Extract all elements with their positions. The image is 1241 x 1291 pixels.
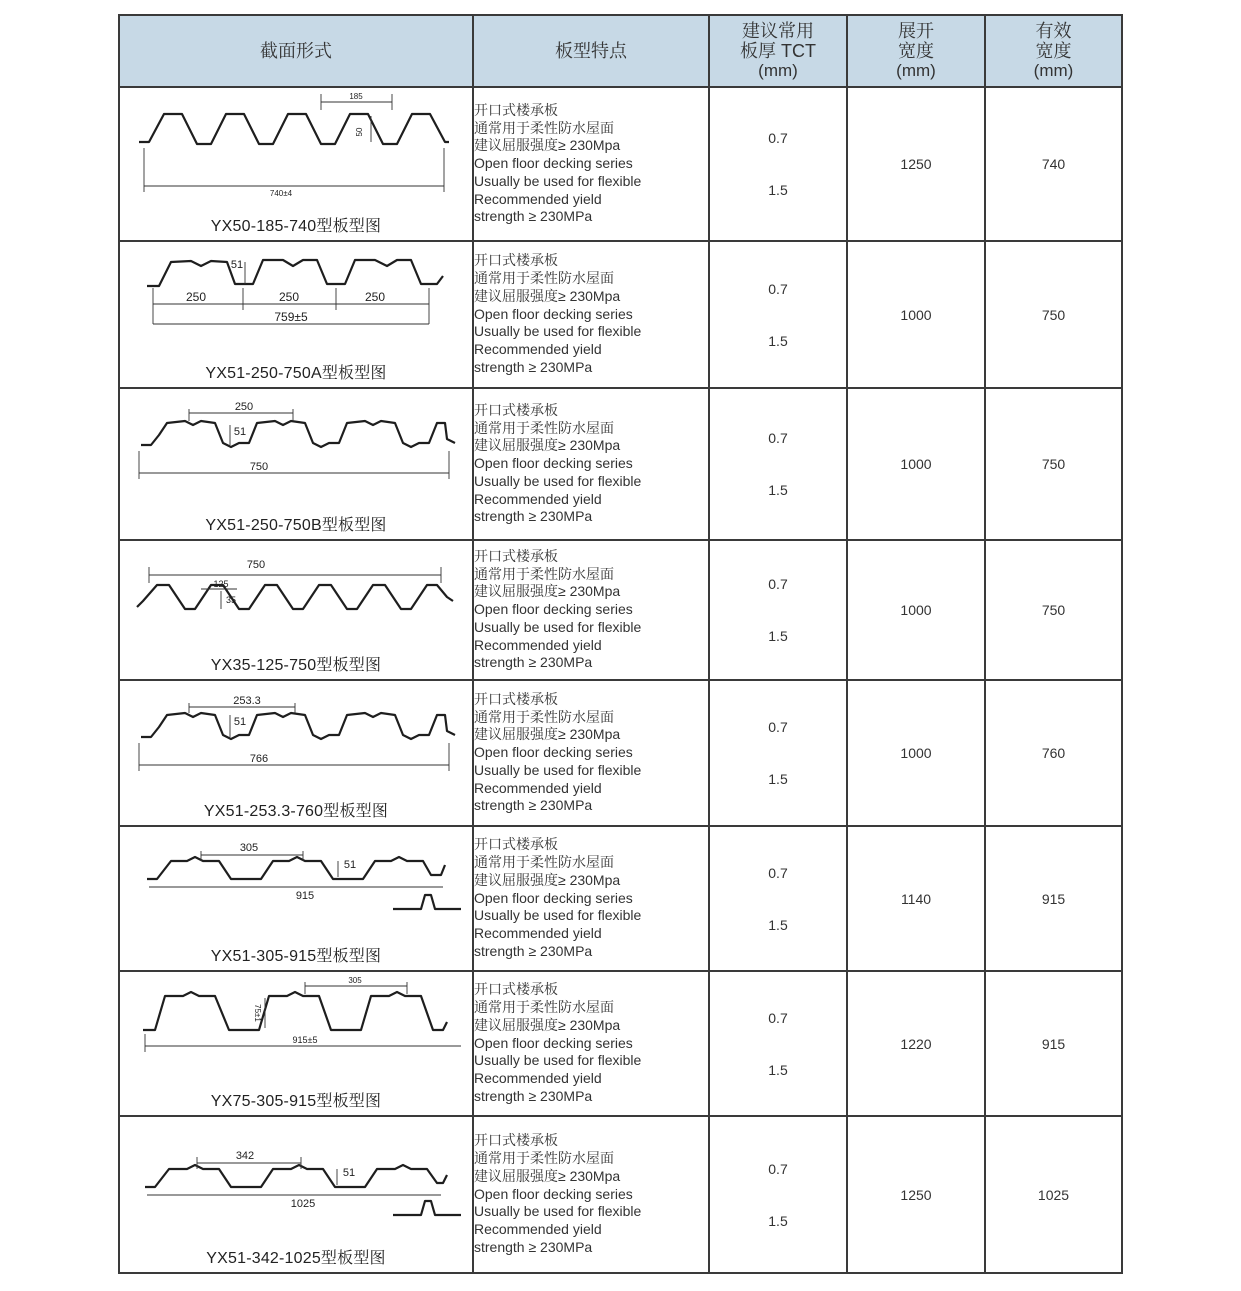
- feature-line: strength ≥ 230MPa: [474, 1238, 593, 1255]
- floor-decking-spec-table: [118, 14, 1123, 1274]
- feature-line: Open floor decking series: [474, 1034, 633, 1051]
- dimension-label: 740±4: [269, 189, 293, 198]
- thickness-value: 1.5: [768, 1212, 788, 1229]
- feature-line: 通常用于柔性防水屋面: [474, 119, 614, 136]
- header-thickness-line: 建议常用: [742, 21, 814, 41]
- profile-outline: [147, 260, 443, 286]
- feature-line: 建议屈服强度≥ 230Mpa: [474, 583, 621, 600]
- dimension-label: 35: [225, 595, 237, 605]
- thickness-value: 0.7: [768, 1160, 788, 1177]
- thickness-cell: [709, 87, 847, 241]
- unfolded-width-cell: 1000: [847, 241, 985, 388]
- feature-line: 通常用于柔性防水屋面: [474, 1150, 614, 1166]
- profile-diagram: [131, 976, 461, 1082]
- feature-line: strength ≥ 230MPa: [474, 797, 593, 814]
- feature-line: Usually be used for flexible: [474, 618, 642, 635]
- dimension-label: 766: [249, 753, 269, 765]
- feature-line: Open floor decking series: [474, 601, 633, 618]
- dimension-label: 250: [234, 401, 254, 413]
- feature-line: Recommended yield: [474, 190, 602, 207]
- table-row: [119, 680, 1122, 826]
- effective-width-cell: 915: [985, 826, 1122, 971]
- effective-width-cell: 750: [985, 540, 1122, 680]
- profile-cell: [119, 826, 473, 971]
- table-row: [119, 1116, 1122, 1273]
- thickness-value: 0.7: [768, 576, 788, 592]
- profile-outline: [139, 114, 449, 144]
- dimension-label: 51: [343, 859, 357, 871]
- header-unfolded-line: 宽度: [898, 41, 934, 61]
- feature-line: Open floor decking series: [474, 1185, 633, 1202]
- unfolded-width-cell: 1250: [847, 1116, 985, 1273]
- feature-line: 通常用于柔性防水屋面: [474, 854, 614, 870]
- effective-width-cell: 750: [985, 388, 1122, 540]
- dimension-label: 125: [213, 579, 229, 589]
- dimension-label: 51: [233, 716, 247, 728]
- thickness-value: 0.7: [768, 130, 788, 146]
- thickness-value: 1.5: [768, 916, 788, 933]
- features-cell: [473, 971, 709, 1116]
- dimension-label: 759±5: [274, 310, 308, 324]
- features-cell: [473, 680, 709, 826]
- thickness-gap: [710, 446, 846, 482]
- header-effective-unit: (mm): [1033, 61, 1074, 80]
- profile-caption: YX51-250-750B型板型图: [205, 517, 387, 534]
- header-row: [119, 15, 1122, 87]
- features-cell: [473, 540, 709, 680]
- dimension-label: 75±1: [253, 1004, 262, 1022]
- rib-detail-outline: [393, 1201, 461, 1215]
- header-unfolded-line: 展开: [898, 21, 934, 41]
- thickness-value: 1.5: [768, 332, 788, 349]
- table-row: [119, 540, 1122, 680]
- unfolded-width-cell: 1000: [847, 540, 985, 680]
- dimension-label: 342: [235, 1150, 255, 1162]
- features-cell: [473, 1116, 709, 1273]
- thickness-value: 1.5: [768, 182, 788, 198]
- feature-line: Recommended yield: [474, 1221, 602, 1238]
- feature-line: Open floor decking series: [474, 744, 633, 761]
- profile-caption: YX35-125-750型板型图: [210, 657, 382, 674]
- features-cell: [473, 241, 709, 388]
- feature-line: Open floor decking series: [474, 155, 633, 172]
- thickness-value: 0.7: [768, 430, 788, 446]
- features-cell: [473, 87, 709, 241]
- dimension-label: 915: [295, 890, 315, 902]
- header-effective-line: 有效: [1035, 21, 1072, 41]
- feature-line: Usually be used for flexible: [474, 1203, 642, 1220]
- profile-diagram: [131, 831, 461, 937]
- thickness-gap: [710, 881, 846, 917]
- feature-line: 开口式楼承板: [474, 981, 558, 998]
- feature-line: strength ≥ 230MPa: [474, 654, 593, 671]
- dimension-label: 305: [348, 976, 362, 985]
- features-cell: [473, 826, 709, 971]
- feature-line: 建议屈服强度≥ 230Mpa: [474, 137, 621, 154]
- dimension-label: 51: [230, 259, 244, 271]
- feature-line: Usually be used for flexible: [474, 907, 642, 924]
- thickness-value: 0.7: [768, 719, 788, 735]
- feature-line: Usually be used for flexible: [474, 1052, 642, 1069]
- thickness-value: 1.5: [768, 628, 788, 644]
- profile-cell: [119, 680, 473, 826]
- feature-line: 通常用于柔性防水屋面: [474, 270, 614, 286]
- header-effective-width: [985, 15, 1122, 87]
- feature-line: 建议屈服强度≥ 230Mpa: [474, 871, 621, 888]
- profile-caption: YX51-305-915型板型图: [210, 948, 382, 965]
- dimension-label: 51: [342, 1167, 356, 1179]
- dimension-label: 250: [185, 290, 207, 304]
- thickness-gap: [710, 1026, 846, 1062]
- feature-line: 开口式楼承板: [474, 252, 558, 269]
- profile-diagram: [131, 393, 461, 505]
- rib-detail-outline: [393, 895, 461, 909]
- header-unfolded-width: [847, 15, 985, 87]
- unfolded-width-cell: 1250: [847, 87, 985, 241]
- dimension-label: 51: [233, 426, 247, 438]
- header-thickness-unit: (mm): [758, 61, 798, 80]
- feature-line: 通常用于柔性防水屋面: [474, 565, 614, 582]
- thickness-gap: [710, 1177, 846, 1213]
- header-thickness-line: 板厚 TCT: [740, 41, 816, 61]
- table-row: [119, 241, 1122, 388]
- profile-caption: YX51-250-750A型板型图: [205, 365, 387, 382]
- thickness-value: 0.7: [768, 280, 788, 297]
- feature-line: 通常用于柔性防水屋面: [474, 708, 614, 725]
- feature-line: 开口式楼承板: [474, 547, 558, 564]
- profile-diagram: [131, 1121, 461, 1231]
- dimension-label: 250: [278, 290, 300, 304]
- profile-diagram: [131, 92, 461, 210]
- unfolded-width-cell: 1220: [847, 971, 985, 1116]
- feature-line: Usually be used for flexible: [474, 323, 642, 340]
- dimension-label: 915±5: [292, 1035, 318, 1045]
- feature-line: 通常用于柔性防水屋面: [474, 999, 614, 1015]
- effective-width-cell: 750: [985, 241, 1122, 388]
- feature-line: Recommended yield: [474, 779, 602, 796]
- feature-line: Recommended yield: [474, 636, 602, 653]
- profile-cell: [119, 540, 473, 680]
- header-section-form: 截面形式: [119, 15, 473, 87]
- thickness-value: 1.5: [768, 771, 788, 787]
- table-row: [119, 87, 1122, 241]
- profile-cell: [119, 241, 473, 388]
- feature-line: Usually be used for flexible: [474, 761, 642, 778]
- feature-line: 通常用于柔性防水屋面: [474, 419, 614, 436]
- thickness-value: 1.5: [768, 482, 788, 498]
- profile-cell: [119, 388, 473, 540]
- profile-outline: [141, 713, 455, 739]
- dimension-label: 305: [239, 842, 259, 854]
- feature-line: 开口式楼承板: [474, 101, 558, 118]
- feature-line: strength ≥ 230MPa: [474, 942, 593, 959]
- dimension-label: 250: [364, 290, 386, 304]
- feature-line: 开口式楼承板: [474, 690, 558, 707]
- dimension-label: 750: [249, 461, 269, 473]
- header-thickness: [709, 15, 847, 87]
- feature-line: Recommended yield: [474, 925, 602, 942]
- thickness-value: 0.7: [768, 1009, 788, 1026]
- feature-line: Open floor decking series: [474, 455, 633, 472]
- dimension-label: 750: [246, 559, 266, 571]
- profile-caption: YX50-185-740型板型图: [210, 218, 382, 235]
- thickness-cell: [709, 1116, 847, 1273]
- dimension-label: 50: [355, 127, 364, 137]
- thickness-cell: [709, 241, 847, 388]
- thickness-value: 1.5: [768, 1061, 788, 1078]
- feature-line: 开口式楼承板: [474, 1132, 558, 1149]
- profile-diagram: [131, 246, 461, 356]
- header-board-features: 板型特点: [473, 15, 709, 87]
- feature-line: 开口式楼承板: [474, 836, 558, 853]
- thickness-gap: [710, 146, 846, 182]
- profile-outline: [137, 585, 453, 609]
- thickness-cell: [709, 680, 847, 826]
- effective-width-cell: 915: [985, 971, 1122, 1116]
- effective-width-cell: 740: [985, 87, 1122, 241]
- dimension-label: 1025: [290, 1198, 316, 1210]
- dimension-label: 185: [349, 92, 363, 101]
- unfolded-width-cell: 1140: [847, 826, 985, 971]
- profile-caption: YX51-253.3-760型板型图: [203, 803, 389, 820]
- thickness-cell: [709, 540, 847, 680]
- profile-cell: [119, 1116, 473, 1273]
- feature-line: Recommended yield: [474, 490, 602, 507]
- thickness-gap: [710, 592, 846, 628]
- effective-width-cell: 760: [985, 680, 1122, 826]
- unfolded-width-cell: 1000: [847, 680, 985, 826]
- table-row: [119, 971, 1122, 1116]
- dimension-label: 253.3: [233, 695, 261, 707]
- feature-line: strength ≥ 230MPa: [474, 208, 593, 225]
- profile-outline: [143, 992, 447, 1030]
- header-effective-line: 宽度: [1035, 41, 1072, 61]
- table-row: [119, 826, 1122, 971]
- feature-line: 开口式楼承板: [474, 401, 558, 418]
- feature-line: 建议屈服强度≥ 230Mpa: [474, 1167, 621, 1184]
- thickness-gap: [710, 297, 846, 333]
- feature-line: Open floor decking series: [474, 889, 633, 906]
- feature-line: Recommended yield: [474, 341, 602, 358]
- feature-line: 建议屈服强度≥ 230Mpa: [474, 726, 621, 743]
- thickness-cell: [709, 388, 847, 540]
- profile-diagram: [131, 545, 461, 645]
- profile-outline: [145, 1165, 447, 1187]
- profile-cell: [119, 87, 473, 241]
- feature-line: Open floor decking series: [474, 305, 633, 322]
- profile-cell: [119, 971, 473, 1116]
- feature-line: Recommended yield: [474, 1070, 602, 1087]
- feature-line: strength ≥ 230MPa: [474, 1087, 593, 1104]
- header-unfolded-unit: (mm): [896, 61, 936, 80]
- feature-line: 建议屈服强度≥ 230Mpa: [474, 287, 621, 304]
- table-row: [119, 388, 1122, 540]
- feature-line: 建议屈服强度≥ 230Mpa: [474, 1016, 621, 1033]
- feature-line: strength ≥ 230MPa: [474, 508, 593, 525]
- profile-diagram: [131, 685, 461, 791]
- feature-line: Usually be used for flexible: [474, 172, 642, 189]
- thickness-gap: [710, 735, 846, 771]
- unfolded-width-cell: 1000: [847, 388, 985, 540]
- features-cell: [473, 388, 709, 540]
- profile-caption: YX75-305-915型板型图: [210, 1093, 382, 1110]
- feature-line: Usually be used for flexible: [474, 472, 642, 489]
- thickness-cell: [709, 971, 847, 1116]
- thickness-value: 0.7: [768, 864, 788, 881]
- thickness-cell: [709, 826, 847, 971]
- profile-outline: [147, 857, 445, 879]
- effective-width-cell: 1025: [985, 1116, 1122, 1273]
- profile-outline: [141, 421, 455, 447]
- profile-caption: YX51-342-1025型板型图: [206, 1250, 386, 1267]
- feature-line: strength ≥ 230MPa: [474, 358, 593, 375]
- feature-line: 建议屈服强度≥ 230Mpa: [474, 437, 621, 454]
